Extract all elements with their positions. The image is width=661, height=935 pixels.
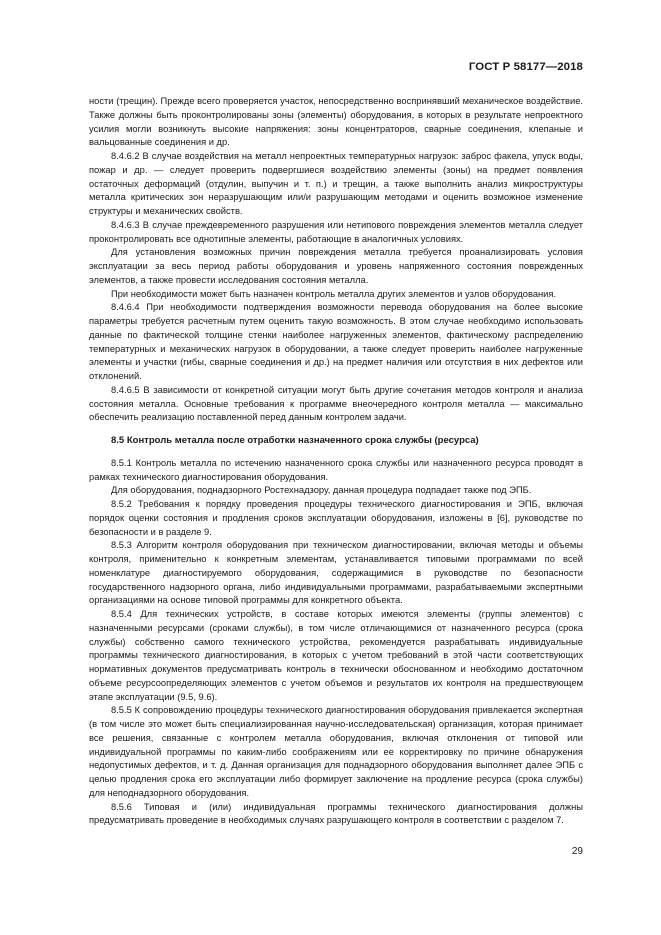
paragraph-additional-control: При необходимости может быть назначен контроль металла других элементов и узлов оборудования. <box>111 288 557 299</box>
paragraph-8-4-6-5: 8.4.6.5 В зависимости от конкретной ситуации могут быть другие сочетания методов контроля и анализа состояния металла. Основные требования к программе внеочередного контроля металла — максимально обеспечить реализацию поставленной перед данным контролем задачи. <box>89 384 583 423</box>
paragraph-8-4-6-2: 8.4.6.2 В случае воздействия на металл непроектных температурных нагрузок: заброс факела, упуск воды, пожар и др. — следует проверить подвергшиеся воздействию элементы (зоны) на предмет появления остаточных деформаций (отдулин, выпучин и т. п.) и трещин, а также выполнить анализ микроструктуры металла критических зон неразрушающим или/и разрушающим методами и оценить возможное изменение структуры и механических свойств. <box>89 151 583 216</box>
paragraph-8-5-1: 8.5.1 Контроль металла по истечению назначенного срока службы или назначенного ресурса проводят в рамках технического диагностирования оборудования. <box>89 457 583 482</box>
page-number: 29 <box>571 846 583 857</box>
paragraph-continuation: ности (трещин). Прежде всего проверяется участок, непосредственно воспринявший механическое воздействие. Также должны быть проконтролированы зоны (элементы) оборудования, в которых в результате непроектного усилия могли возникнуть высокие напряжения: зоны концентраторов, сварные соединения, клепаные и вальцованные соединения и др. <box>89 96 583 148</box>
paragraph-8-4-6-3: 8.4.6.3 В случае преждевременного разрушения или нетипового повреждения элементов металла следует проконтролировать все однотипные элементы, работающие в аналогичных условиях. <box>89 219 583 244</box>
paragraph-rostekhnadzor: Для оборудования, поднадзорного Ростехнадзору, данная процедура подпадает также под ЭПБ. <box>111 485 532 496</box>
paragraph-8-4-6-4: 8.4.6.4 При необходимости подтверждения возможности перевода оборудования на более высокие параметры требуется расчетным путем оценить такую возможность. В этом случае необходимо использовать данные по фактической толщине стенки наиболее нагруженных элементов, фактическому распределению температурных и механических нагрузок в оборудовании, а также следует проверить наиболее нагруженные элементы и участки (гибы, сварные соединения и др.) на предмет наличия или отсутствия в них дефектов или отклонений. <box>89 302 583 381</box>
paragraph-8-5-2: 8.5.2 Требования к порядку проведения процедуры технического диагностирования и ЭПБ, включая порядок оценки состояния и продления сроков эксплуатации оборудования, изложены в [6], руководстве по безопасности и в разделе 9. <box>89 499 583 537</box>
paragraph-causes: Для установления возможных причин повреждения металла требуется проанализировать условия эксплуатации за весь период работы оборудования и уровень напряженного состояния поврежденных элементов, а также провести исследования состояния металла. <box>89 247 583 285</box>
standard-designation: ГОСТ Р 58177—2018 <box>468 61 583 73</box>
paragraph-8-5-3: 8.5.3 Алгоритм контроля оборудования при техническом диагностировании, включая методы и объемы контроля, применительно к конкретным элементам, устанавливается типовыми программами по всей номенклатуре диагностируемого оборудования, содержащимися в руководстве по безопасности государственного надзорного органа, либо индивидуальными программами, разрабатываемыми экспертными организациями на основе типовой программы для конкретного объекта. <box>89 540 583 606</box>
section-heading-8-5: 8.5 Контроль металла после отработки назначенного срока службы (ресурса) <box>111 435 479 446</box>
paragraph-8-5-5: 8.5.5 К сопровождению процедуры технического диагностирования оборудования привлекается экспертная (в том числе это может быть специализированная научно-исследовательская) организация, которая принимает все решения, связанные с контролем металла оборудования, включая отклонения от типовой или индивидуальной программы по каким-либо соображениям или ее корректировку по причине обнаружения недопустимых дефектов, и т. д. Данная организация для поднадзорного оборудования выполняет далее ЭПБ с целью продления срока его эксплуатации либо формирует заключение на продление ресурса (срока службы) для неподнадзорного оборудования. <box>89 705 583 798</box>
document-body <box>89 95 583 828</box>
paragraph-8-5-4: 8.5.4 Для технических устройств, в составе которых имеются элементы (группы элементов) с назначенными ресурсами (сроками службы), в том числе отличающимися от назначенного ресурса (срока службы) собственно самого технического устройства, рекомендуется разрабатывать индивидуальные программы технического диагностирования, в которых с учетом требований в этой части соответствующих нормативных документов предусматривать контроль в технически обоснованном и необходимо достаточном объеме ресурсоопределяющих элементов с учетом объемов и результатов их контроля на предшествующем этапе эксплуатации (9.5, 9.6). <box>89 609 583 702</box>
paragraph-8-5-6: 8.5.6 Типовая и (или) индивидуальная программы технического диагностирования должны предусматривать проведение в необходимых случаях разрушающего контроля в соответствии с разделом 7. <box>89 801 583 826</box>
